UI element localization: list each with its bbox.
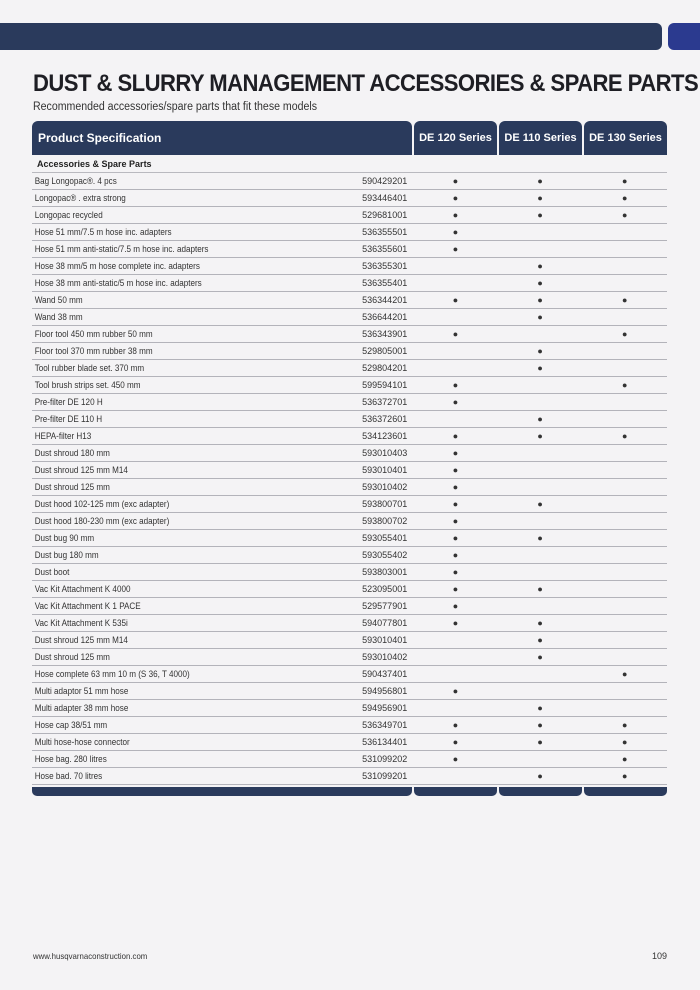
part-number: 534123601 bbox=[362, 431, 408, 441]
part-number: 593010402 bbox=[362, 482, 408, 492]
part-number: 593446401 bbox=[362, 193, 408, 203]
table-row bbox=[32, 768, 667, 785]
part-number: 594956801 bbox=[362, 686, 408, 696]
spare-parts-table bbox=[32, 121, 667, 796]
part-name: HEPA-filter H13 bbox=[34, 431, 92, 441]
column-header-product-specification: Product Specification bbox=[32, 121, 412, 155]
de120-fit-bullet-icon: ● bbox=[452, 618, 459, 628]
part-number: 536355501 bbox=[362, 227, 408, 237]
table-row bbox=[32, 309, 667, 326]
part-name: Tool rubber blade set. 370 mm bbox=[34, 363, 145, 373]
de120-fit-bullet-icon: ● bbox=[452, 720, 459, 730]
de120-fit-bullet-icon: ● bbox=[452, 567, 459, 577]
part-name: Hose complete 63 mm 10 m (S 36, T 4000) bbox=[34, 669, 190, 679]
de120-fit-bullet-icon: ● bbox=[452, 329, 459, 339]
de110-fit-bullet-icon: ● bbox=[537, 193, 543, 203]
de120-fit-bullet-icon: ● bbox=[452, 295, 459, 305]
part-name: Floor tool 370 mm rubber 38 mm bbox=[34, 346, 153, 356]
de120-fit-bullet-icon: ● bbox=[452, 533, 459, 543]
de130-fit-bullet-icon: ● bbox=[621, 720, 628, 730]
part-name: Dust hood 180-230 mm (exc adapter) bbox=[34, 516, 170, 526]
page-number: 109 bbox=[652, 951, 668, 961]
part-name: Pre-filter DE 110 H bbox=[34, 414, 103, 424]
part-name: Dust shroud 125 mm M14 bbox=[34, 635, 128, 645]
de120-fit-bullet-icon: ● bbox=[452, 584, 459, 594]
part-name: Wand 50 mm bbox=[34, 295, 83, 305]
table-row bbox=[32, 564, 667, 581]
table-row bbox=[32, 666, 667, 683]
part-number: 536355301 bbox=[362, 261, 408, 271]
part-name: Dust bug 180 mm bbox=[34, 550, 99, 560]
de120-fit-bullet-icon: ● bbox=[452, 380, 459, 390]
table-row bbox=[32, 632, 667, 649]
part-name: Vac Kit Attachment K 1 PACE bbox=[34, 601, 141, 611]
de110-fit-bullet-icon: ● bbox=[537, 720, 543, 730]
part-number: 531099201 bbox=[362, 771, 408, 781]
part-name: Longopac® . extra strong bbox=[34, 193, 126, 203]
de120-fit-bullet-icon: ● bbox=[452, 431, 459, 441]
table-row bbox=[32, 207, 667, 224]
de110-fit-bullet-icon: ● bbox=[537, 431, 543, 441]
part-number: 536372601 bbox=[362, 414, 408, 424]
part-name: Hose bad. 70 litres bbox=[34, 771, 103, 781]
table-row bbox=[32, 479, 667, 496]
de120-fit-bullet-icon: ● bbox=[452, 397, 459, 407]
table-row bbox=[32, 513, 667, 530]
de110-fit-bullet-icon: ● bbox=[537, 771, 543, 781]
table-header bbox=[32, 121, 667, 155]
part-name: Wand 38 mm bbox=[34, 312, 83, 322]
table-row bbox=[32, 173, 667, 190]
table-body bbox=[32, 173, 667, 785]
table-row bbox=[32, 598, 667, 615]
section-heading: Accessories & Spare Parts bbox=[32, 155, 667, 173]
column-header-de130: DE 130 Series bbox=[584, 121, 667, 155]
part-number: 536349701 bbox=[362, 720, 408, 730]
part-name: Hose 51 mm anti-static/7.5 m hose inc. adapters bbox=[34, 244, 209, 254]
page-title: DUST & SLURRY MANAGEMENT ACCESSORIES & SPARE PARTS bbox=[33, 70, 699, 97]
de120-fit-bullet-icon: ● bbox=[452, 244, 459, 254]
table-row bbox=[32, 700, 667, 717]
de130-fit-bullet-icon: ● bbox=[621, 669, 628, 679]
table-footer bbox=[32, 787, 667, 796]
part-name: Hose bag. 280 litres bbox=[34, 754, 107, 764]
part-name: Dust bug 90 mm bbox=[34, 533, 95, 543]
part-number: 536644201 bbox=[362, 312, 408, 322]
de110-fit-bullet-icon: ● bbox=[537, 295, 543, 305]
de110-fit-bullet-icon: ● bbox=[537, 210, 543, 220]
table-row bbox=[32, 258, 667, 275]
de110-fit-bullet-icon: ● bbox=[537, 176, 543, 186]
de130-fit-bullet-icon: ● bbox=[621, 295, 628, 305]
part-name: Vac Kit Attachment K 535i bbox=[34, 618, 128, 628]
de110-fit-bullet-icon: ● bbox=[537, 703, 543, 713]
column-header-de120: DE 120 Series bbox=[414, 121, 497, 155]
de110-fit-bullet-icon: ● bbox=[537, 737, 543, 747]
de130-fit-bullet-icon: ● bbox=[621, 329, 628, 339]
de110-fit-bullet-icon: ● bbox=[537, 652, 543, 662]
part-name: Floor tool 450 mm rubber 50 mm bbox=[34, 329, 153, 339]
part-name: Multi adaptor 51 mm hose bbox=[34, 686, 129, 696]
part-name: Tool brush strips set. 450 mm bbox=[34, 380, 141, 390]
table-row bbox=[32, 751, 667, 768]
table-row bbox=[32, 683, 667, 700]
de110-fit-bullet-icon: ● bbox=[537, 261, 543, 271]
de110-fit-bullet-icon: ● bbox=[537, 618, 543, 628]
part-number: 529805001 bbox=[362, 346, 408, 356]
de120-fit-bullet-icon: ● bbox=[452, 176, 459, 186]
table-row bbox=[32, 530, 667, 547]
table-row bbox=[32, 615, 667, 632]
part-name: Dust boot bbox=[34, 567, 70, 577]
de130-fit-bullet-icon: ● bbox=[621, 431, 628, 441]
part-number: 593010401 bbox=[362, 465, 408, 475]
part-number: 529804201 bbox=[362, 363, 408, 373]
footer-bar-de130 bbox=[584, 787, 667, 796]
part-number: 590437401 bbox=[362, 669, 408, 679]
page-subtitle: Recommended accessories/spare parts that fit these models bbox=[33, 101, 318, 113]
part-number: 594956901 bbox=[362, 703, 408, 713]
de120-fit-bullet-icon: ● bbox=[452, 737, 459, 747]
column-header-de110: DE 110 Series bbox=[499, 121, 582, 155]
part-number: 536134401 bbox=[362, 737, 408, 747]
table-row bbox=[32, 394, 667, 411]
footer-website-link[interactable]: www.husqvarnaconstruction.com bbox=[33, 951, 148, 961]
part-name: Dust shroud 180 mm bbox=[34, 448, 110, 458]
de120-fit-bullet-icon: ● bbox=[452, 686, 459, 696]
part-number: 593010401 bbox=[362, 635, 408, 645]
part-number: 529681001 bbox=[362, 210, 408, 220]
part-number: 593803001 bbox=[362, 567, 408, 577]
de110-fit-bullet-icon: ● bbox=[537, 635, 543, 645]
de130-fit-bullet-icon: ● bbox=[621, 176, 628, 186]
part-name: Vac Kit Attachment K 4000 bbox=[34, 584, 131, 594]
part-name: Multi adapter 38 mm hose bbox=[34, 703, 129, 713]
part-number: 536355601 bbox=[362, 244, 408, 254]
part-name: Hose 38 mm/5 m hose complete inc. adapters bbox=[34, 261, 200, 271]
table-row bbox=[32, 326, 667, 343]
part-number: 536355401 bbox=[362, 278, 408, 288]
part-number: 593055402 bbox=[362, 550, 408, 560]
part-name: Dust shroud 125 mm bbox=[34, 482, 110, 492]
de110-fit-bullet-icon: ● bbox=[537, 533, 543, 543]
table-row bbox=[32, 377, 667, 394]
part-name: Hose cap 38/51 mm bbox=[34, 720, 108, 730]
part-name: Pre-filter DE 120 H bbox=[34, 397, 103, 407]
part-number: 536372701 bbox=[362, 397, 408, 407]
de120-fit-bullet-icon: ● bbox=[452, 448, 459, 458]
part-name: Multi hose-hose connector bbox=[34, 737, 130, 747]
de110-fit-bullet-icon: ● bbox=[537, 312, 543, 322]
part-number: 531099202 bbox=[362, 754, 408, 764]
table-row bbox=[32, 411, 667, 428]
footer-bar-de110 bbox=[499, 787, 582, 796]
de120-fit-bullet-icon: ● bbox=[452, 601, 459, 611]
part-name: Dust shroud 125 mm bbox=[34, 652, 110, 662]
part-name: Dust hood 102-125 mm (exc adapter) bbox=[34, 499, 170, 509]
part-number: 599594101 bbox=[362, 380, 408, 390]
de120-fit-bullet-icon: ● bbox=[452, 227, 459, 237]
de130-fit-bullet-icon: ● bbox=[621, 193, 628, 203]
part-number: 536344201 bbox=[362, 295, 408, 305]
table-row bbox=[32, 581, 667, 598]
de110-fit-bullet-icon: ● bbox=[537, 584, 543, 594]
table-row bbox=[32, 360, 667, 377]
table-row bbox=[32, 547, 667, 564]
top-banner-bar bbox=[0, 23, 662, 50]
part-number: 536343901 bbox=[362, 329, 408, 339]
de130-fit-bullet-icon: ● bbox=[621, 771, 628, 781]
de110-fit-bullet-icon: ● bbox=[537, 414, 543, 424]
footer-bar-spec bbox=[32, 787, 412, 796]
part-name: Longopac recycled bbox=[34, 210, 103, 220]
part-name: Hose 38 mm anti-static/5 m hose inc. adapters bbox=[34, 278, 202, 288]
part-number: 593800702 bbox=[362, 516, 408, 526]
de120-fit-bullet-icon: ● bbox=[452, 550, 459, 560]
de120-fit-bullet-icon: ● bbox=[452, 193, 459, 203]
part-number: 523095001 bbox=[362, 584, 408, 594]
part-name: Hose 51 mm/7.5 m hose inc. adapters bbox=[34, 227, 172, 237]
de120-fit-bullet-icon: ● bbox=[452, 499, 459, 509]
part-name: Bag Longopac®. 4 pcs bbox=[34, 176, 117, 186]
part-number: 529577901 bbox=[362, 601, 408, 611]
table-row bbox=[32, 343, 667, 360]
table-row bbox=[32, 462, 667, 479]
part-number: 590429201 bbox=[362, 176, 408, 186]
part-name: Dust shroud 125 mm M14 bbox=[34, 465, 128, 475]
table-row bbox=[32, 241, 667, 258]
part-number: 593010403 bbox=[362, 448, 408, 458]
part-number: 593800701 bbox=[362, 499, 408, 509]
de110-fit-bullet-icon: ● bbox=[537, 278, 543, 288]
de110-fit-bullet-icon: ● bbox=[537, 363, 543, 373]
part-number: 593055401 bbox=[362, 533, 408, 543]
de120-fit-bullet-icon: ● bbox=[452, 754, 459, 764]
de120-fit-bullet-icon: ● bbox=[452, 482, 459, 492]
de120-fit-bullet-icon: ● bbox=[452, 516, 459, 526]
de120-fit-bullet-icon: ● bbox=[452, 465, 459, 475]
part-number: 593010402 bbox=[362, 652, 408, 662]
de120-fit-bullet-icon: ● bbox=[452, 210, 459, 220]
part-number: 594077801 bbox=[362, 618, 408, 628]
de130-fit-bullet-icon: ● bbox=[621, 210, 628, 220]
de130-fit-bullet-icon: ● bbox=[621, 737, 628, 747]
de130-fit-bullet-icon: ● bbox=[621, 380, 628, 390]
table-row bbox=[32, 292, 667, 309]
table-row bbox=[32, 428, 667, 445]
table-row bbox=[32, 190, 667, 207]
footer-bar-de120 bbox=[414, 787, 497, 796]
de110-fit-bullet-icon: ● bbox=[537, 499, 543, 509]
table-row bbox=[32, 496, 667, 513]
table-row bbox=[32, 445, 667, 462]
table-row bbox=[32, 224, 667, 241]
table-row bbox=[32, 717, 667, 734]
de110-fit-bullet-icon: ● bbox=[537, 346, 543, 356]
table-row bbox=[32, 734, 667, 751]
table-row bbox=[32, 649, 667, 666]
top-banner-tab bbox=[668, 23, 700, 50]
de130-fit-bullet-icon: ● bbox=[621, 754, 628, 764]
table-row bbox=[32, 275, 667, 292]
